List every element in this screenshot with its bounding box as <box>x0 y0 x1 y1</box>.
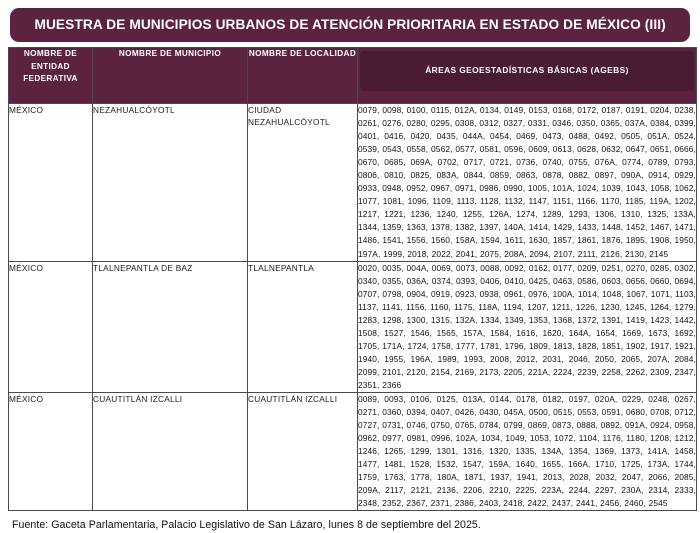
table-row <box>9 393 697 511</box>
source-note: Fuente: Gaceta Parlamentaria, Palacio Legislativo de San Lázaro, lunes 8 de septiembre del 2025. <box>12 519 481 532</box>
cell-agebs: 0020, 0035, 004A, 0069, 0073, 0088, 0092, 0162, 0177, 0209, 0251, 0270, 0285, 0302, 0340, 0355, 036A, 0374, 0393, 0406, 0410, 0425, 0463, 0586, 0603, 0656, 0660, 0694, 0707, 0798, 0904, 0919, 0923, 0938, 0961, 0976, 100A, 1014, 1048, 1067, 1071, 1103, 1137, 1141, 1156, 1160, 1175, 118A, 1194, 1207, 1211, 1226, 1230, 1245, 1264, 1279, 1283, 1298, 1300, 1315, 132A, 1334, 1349, 1353, 1368, 1372, 1391, 1419, 1423, 1442, 1508, 1527, 1546, 1565, 157A, 1584, 1616, 1620, 164A, 1654, 1669, 1673, 1692, 1705, 171A, 1724, 1758, 1777, 1781, 1796, 1809, 1813, 1828, 1851, 1902, 1917, 1921, 1940, 1955, 196A, 1989, 1993, 2008, 2012, 2031, 2046, 2050, 2065, 207A, 2084, 2099, 2101, 2120, 2154, 2169, 2173, 2205, 221A, 2224, 2239, 2258, 2262, 2309, 2347, 2351, 2366 <box>358 261 697 392</box>
table-header <box>9 48 697 104</box>
table-body <box>9 104 697 511</box>
cell-localidad: CIUDAD NEZAHUALCÓYOTL <box>248 104 358 262</box>
agebs-table <box>8 47 697 511</box>
cell-entidad: MÉXICO <box>9 104 93 262</box>
table-row <box>9 261 697 392</box>
column-header-agebs <box>358 48 697 104</box>
column-header-municipio: NOMBRE DE MUNICIPIO <box>93 48 248 104</box>
cell-municipio: TLALNEPANTLA DE BAZ <box>93 261 248 392</box>
cell-municipio: NEZAHUALCÓYOTL <box>93 104 248 262</box>
cell-localidad: TLALNEPANTLA <box>248 261 358 392</box>
cell-entidad: MÉXICO <box>9 393 93 511</box>
cell-entidad: MÉXICO <box>9 261 93 392</box>
table-header-row <box>9 48 697 104</box>
table-row <box>9 104 697 262</box>
cell-agebs: 0089, 0093, 0106, 0125, 013A, 0144, 0178, 0182, 0197, 020A, 0229, 0248, 0267, 0271, 0360, 0394, 0407, 0426, 0430, 045A, 0500, 0515, 0553, 0591, 0680, 0708, 0712, 0727, 0731, 0746, 0750, 0765, 0784, 0799, 0869, 0873, 0888, 0892, 091A, 0924, 0958, 0962, 0977, 0981, 0996, 102A, 1034, 1049, 1053, 1072, 1104, 1176, 1180, 1208, 1212, 1246, 1265, 1299, 1301, 1316, 1320, 1335, 134A, 1354, 1369, 1373, 141A, 1458, 1477, 1481, 1528, 1532, 1547, 159A, 1640, 1655, 166A, 1710, 1725, 173A, 1744, 1759, 1763, 1778, 180A, 1871, 1937, 1941, 2013, 2028, 2032, 2047, 2066, 2085, 209A, 2117, 2121, 2136, 2206, 2210, 2225, 223A, 2244, 2297, 230A, 2314, 2333, 2348, 2352, 2367, 2371, 2386, 2403, 2418, 2422, 2437, 2441, 2456, 2460, 2545 <box>358 393 697 511</box>
page-title: MUESTRA DE MUNICIPIOS URBANOS DE ATENCIÓN PRIORITARIA EN ESTADO DE MÉXICO (III) <box>34 17 666 33</box>
column-header-entidad: NOMBRE DE ENTIDAD FEDERATIVA <box>9 48 93 104</box>
column-header-agebs-label: ÁREAS GEOESTADÍSTICAS BÁSICAS (AGEBS) <box>360 51 694 91</box>
cell-municipio: CUAUTITLÁN IZCALLI <box>93 393 248 511</box>
table-title-banner <box>10 8 690 42</box>
cell-localidad: CUAUTITLÁN IZCALLI <box>248 393 358 511</box>
cell-agebs: 0079, 0098, 0100, 0115, 012A, 0134, 0149, 0153, 0168, 0172, 0187, 0191, 0204, 0238, 0261, 0276, 0280, 0295, 0308, 0312, 0327, 0331, 0346, 0350, 0365, 037A, 0384, 0399, 0401, 0416, 0420, 0435, 044A, 0454, 0469, 0473, 0488, 0492, 0505, 051A, 0524, 0539, 0543, 0558, 0562, 0577, 0581, 0596, 0609, 0613, 0628, 0632, 0647, 0651, 0666, 0670, 0685, 069A, 0702, 0717, 0721, 0736, 0740, 0755, 076A, 0774, 0789, 0793, 0806, 0810, 0825, 083A, 0844, 0859, 0863, 0878, 0882, 0897, 090A, 0914, 0929, 0933, 0948, 0952, 0967, 0971, 0986, 0990, 1005, 101A, 1024, 1039, 1043, 1058, 1062, 1077, 1081, 1096, 1109, 1113, 1128, 1132, 1147, 1151, 1166, 1170, 1185, 119A, 1202, 1217, 1221, 1236, 1240, 1255, 126A, 1274, 1289, 1293, 1306, 1310, 1325, 133A, 1344, 1359, 1363, 1378, 1382, 1397, 140A, 1414, 1429, 1433, 1448, 1452, 1467, 1471, 1486, 1541, 1556, 1560, 158A, 1594, 1611, 1630, 1857, 1861, 1876, 1895, 1908, 1950, 197A, 1999, 2018, 2022, 2041, 2075, 208A, 2094, 2107, 2111, 2126, 2130, 2145 <box>358 104 697 262</box>
column-header-localidad: NOMBRE DE LOCALIDAD <box>248 48 358 104</box>
